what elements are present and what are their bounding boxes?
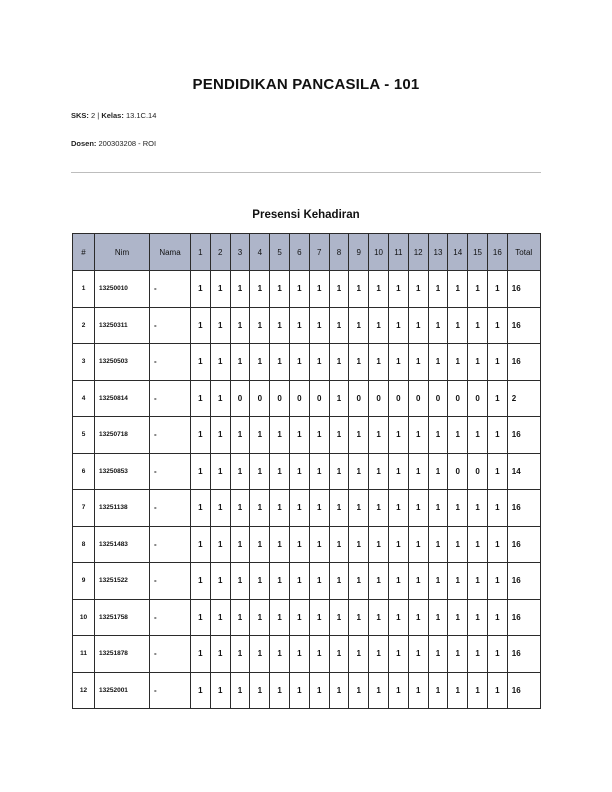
attendance-mark: 1 — [250, 453, 270, 490]
attendance-mark: 1 — [369, 672, 389, 709]
attendance-mark: 1 — [388, 563, 408, 600]
attendance-mark: 1 — [329, 563, 349, 600]
attendance-mark: 1 — [329, 526, 349, 563]
attendance-mark: 1 — [309, 636, 329, 673]
column-header: Nama — [150, 234, 191, 271]
attendance-mark: 1 — [329, 636, 349, 673]
attendance-mark: 1 — [230, 453, 250, 490]
student-name: - — [150, 672, 191, 709]
attendance-mark: 1 — [388, 490, 408, 527]
attendance-mark: 1 — [270, 453, 290, 490]
column-header: 14 — [448, 234, 468, 271]
student-name: - — [150, 380, 191, 417]
attendance-total: 16 — [507, 490, 540, 527]
divider — [71, 172, 541, 173]
attendance-mark: 1 — [230, 636, 250, 673]
attendance-mark: 1 — [270, 563, 290, 600]
attendance-mark: 1 — [329, 271, 349, 308]
attendance-mark: 1 — [270, 672, 290, 709]
attendance-mark: 1 — [428, 453, 448, 490]
dosen-label: Dosen: — [71, 139, 97, 148]
attendance-mark: 1 — [230, 490, 250, 527]
attendance-mark: 1 — [448, 271, 468, 308]
kelas-label: Kelas: — [101, 111, 124, 120]
attendance-mark: 1 — [289, 636, 309, 673]
student-nim: 13250814 — [95, 380, 150, 417]
attendance-mark: 1 — [487, 271, 507, 308]
attendance-mark: 1 — [191, 380, 211, 417]
column-header: 12 — [408, 234, 428, 271]
attendance-mark: 1 — [230, 563, 250, 600]
attendance-mark: 1 — [487, 636, 507, 673]
attendance-mark: 1 — [349, 307, 369, 344]
attendance-mark: 1 — [329, 417, 349, 454]
attendance-mark: 1 — [428, 344, 448, 381]
attendance-mark: 1 — [309, 672, 329, 709]
row-number: 8 — [73, 526, 95, 563]
course-info-line — [71, 111, 156, 120]
attendance-mark: 1 — [210, 526, 230, 563]
column-header: 8 — [329, 234, 349, 271]
row-number: 12 — [73, 672, 95, 709]
attendance-mark: 1 — [230, 526, 250, 563]
attendance-mark: 1 — [388, 526, 408, 563]
table-row — [73, 672, 541, 709]
attendance-mark: 1 — [270, 271, 290, 308]
attendance-mark: 1 — [408, 307, 428, 344]
attendance-mark: 0 — [468, 453, 488, 490]
attendance-mark: 1 — [289, 344, 309, 381]
attendance-mark: 1 — [349, 599, 369, 636]
attendance-mark: 1 — [250, 307, 270, 344]
column-header: 10 — [369, 234, 389, 271]
column-header: 6 — [289, 234, 309, 271]
attendance-mark: 1 — [408, 417, 428, 454]
student-name: - — [150, 599, 191, 636]
attendance-mark: 1 — [250, 526, 270, 563]
attendance-mark: 1 — [468, 526, 488, 563]
row-number: 2 — [73, 307, 95, 344]
attendance-mark: 1 — [270, 307, 290, 344]
row-number: 4 — [73, 380, 95, 417]
attendance-mark: 0 — [289, 380, 309, 417]
column-header: 2 — [210, 234, 230, 271]
attendance-mark: 1 — [250, 563, 270, 600]
attendance-mark: 1 — [210, 271, 230, 308]
attendance-mark: 1 — [428, 307, 448, 344]
attendance-mark: 1 — [487, 417, 507, 454]
attendance-mark: 1 — [369, 599, 389, 636]
attendance-mark: 1 — [408, 344, 428, 381]
attendance-mark: 1 — [289, 271, 309, 308]
attendance-mark: 1 — [230, 307, 250, 344]
attendance-mark: 1 — [487, 563, 507, 600]
dosen-value: 200303208 - ROI — [98, 139, 157, 148]
column-header: 13 — [428, 234, 448, 271]
attendance-mark: 1 — [369, 344, 389, 381]
table-row — [73, 599, 541, 636]
column-header: 11 — [388, 234, 408, 271]
separator: | — [97, 111, 100, 120]
student-nim: 13252001 — [95, 672, 150, 709]
row-number: 7 — [73, 490, 95, 527]
attendance-mark: 1 — [289, 417, 309, 454]
attendance-mark: 1 — [369, 636, 389, 673]
attendance-mark: 1 — [210, 380, 230, 417]
student-nim: 13251138 — [95, 490, 150, 527]
attendance-mark: 1 — [270, 417, 290, 454]
attendance-mark: 1 — [388, 599, 408, 636]
attendance-mark: 1 — [230, 672, 250, 709]
student-nim: 13250853 — [95, 453, 150, 490]
attendance-mark: 1 — [191, 344, 211, 381]
attendance-mark: 1 — [191, 526, 211, 563]
table-header — [73, 234, 541, 271]
attendance-mark: 1 — [210, 453, 230, 490]
attendance-mark: 1 — [230, 344, 250, 381]
attendance-mark: 1 — [210, 307, 230, 344]
attendance-mark: 1 — [270, 490, 290, 527]
table-row — [73, 453, 541, 490]
column-header: # — [73, 234, 95, 271]
student-nim: 13250311 — [95, 307, 150, 344]
student-nim: 13251483 — [95, 526, 150, 563]
table-row — [73, 563, 541, 600]
attendance-mark: 1 — [210, 636, 230, 673]
attendance-mark: 1 — [487, 344, 507, 381]
column-header: 5 — [270, 234, 290, 271]
attendance-mark: 1 — [487, 380, 507, 417]
table-row — [73, 490, 541, 527]
attendance-mark: 1 — [448, 344, 468, 381]
student-name: - — [150, 526, 191, 563]
attendance-mark: 1 — [369, 271, 389, 308]
attendance-mark: 1 — [428, 672, 448, 709]
attendance-mark: 1 — [191, 453, 211, 490]
page-title: PENDIDIKAN PANCASILA - 101 — [192, 76, 420, 93]
attendance-mark: 1 — [428, 490, 448, 527]
attendance-mark: 1 — [487, 307, 507, 344]
attendance-mark: 1 — [468, 271, 488, 308]
attendance-mark: 1 — [428, 526, 448, 563]
attendance-mark: 1 — [309, 490, 329, 527]
attendance-mark: 1 — [329, 672, 349, 709]
attendance-mark: 1 — [487, 526, 507, 563]
attendance-mark: 0 — [388, 380, 408, 417]
attendance-mark: 1 — [349, 344, 369, 381]
student-nim: 13251758 — [95, 599, 150, 636]
attendance-total: 16 — [507, 271, 540, 308]
student-name: - — [150, 417, 191, 454]
attendance-mark: 1 — [468, 417, 488, 454]
attendance-mark: 1 — [428, 563, 448, 600]
student-nim: 13250010 — [95, 271, 150, 308]
attendance-mark: 1 — [191, 636, 211, 673]
attendance-mark: 1 — [468, 563, 488, 600]
student-nim: 13250503 — [95, 344, 150, 381]
attendance-mark: 1 — [487, 490, 507, 527]
column-header: 1 — [191, 234, 211, 271]
attendance-mark: 1 — [388, 271, 408, 308]
attendance-mark: 1 — [487, 672, 507, 709]
attendance-mark: 1 — [428, 599, 448, 636]
attendance-mark: 1 — [250, 672, 270, 709]
attendance-mark: 1 — [250, 490, 270, 527]
row-number: 5 — [73, 417, 95, 454]
row-number: 9 — [73, 563, 95, 600]
student-name: - — [150, 344, 191, 381]
kelas-value: 13.1C.14 — [125, 111, 157, 120]
attendance-mark: 1 — [388, 672, 408, 709]
table-row — [73, 307, 541, 344]
attendance-mark: 1 — [329, 453, 349, 490]
table-row — [73, 417, 541, 454]
attendance-mark: 1 — [210, 672, 230, 709]
student-name: - — [150, 307, 191, 344]
attendance-mark: 1 — [468, 599, 488, 636]
attendance-mark: 1 — [349, 417, 369, 454]
attendance-table — [72, 233, 541, 709]
attendance-mark: 0 — [349, 380, 369, 417]
attendance-mark: 1 — [428, 636, 448, 673]
attendance-total: 16 — [507, 563, 540, 600]
attendance-mark: 1 — [309, 563, 329, 600]
table-body — [73, 271, 541, 709]
attendance-total: 16 — [507, 526, 540, 563]
attendance-total: 14 — [507, 453, 540, 490]
attendance-mark: 1 — [408, 636, 428, 673]
table-title: Presensi Kehadiran — [252, 209, 360, 221]
attendance-mark: 1 — [309, 526, 329, 563]
attendance-mark: 1 — [448, 417, 468, 454]
attendance-mark: 1 — [388, 417, 408, 454]
attendance-mark: 1 — [309, 271, 329, 308]
attendance-mark: 1 — [369, 563, 389, 600]
attendance-mark: 1 — [369, 490, 389, 527]
attendance-mark: 1 — [210, 599, 230, 636]
attendance-mark: 1 — [191, 490, 211, 527]
column-header: 16 — [487, 234, 507, 271]
attendance-mark: 1 — [230, 417, 250, 454]
attendance-mark: 0 — [309, 380, 329, 417]
attendance-mark: 1 — [210, 563, 230, 600]
attendance-mark: 1 — [289, 526, 309, 563]
attendance-mark: 1 — [329, 344, 349, 381]
attendance-mark: 1 — [210, 490, 230, 527]
attendance-mark: 1 — [250, 271, 270, 308]
attendance-mark: 1 — [309, 344, 329, 381]
header-row — [73, 234, 541, 271]
attendance-mark: 1 — [448, 672, 468, 709]
attendance-mark: 1 — [408, 490, 428, 527]
attendance-mark: 1 — [230, 271, 250, 308]
attendance-mark: 1 — [250, 344, 270, 381]
row-number: 1 — [73, 271, 95, 308]
student-name: - — [150, 271, 191, 308]
attendance-mark: 1 — [468, 490, 488, 527]
attendance-mark: 1 — [191, 307, 211, 344]
attendance-mark: 1 — [388, 636, 408, 673]
attendance-mark: 1 — [448, 636, 468, 673]
attendance-mark: 1 — [448, 307, 468, 344]
row-number: 10 — [73, 599, 95, 636]
attendance-mark: 0 — [408, 380, 428, 417]
attendance-mark: 1 — [191, 563, 211, 600]
attendance-mark: 1 — [487, 453, 507, 490]
attendance-mark: 1 — [349, 490, 369, 527]
attendance-mark: 1 — [250, 599, 270, 636]
attendance-mark: 1 — [289, 307, 309, 344]
attendance-mark: 0 — [250, 380, 270, 417]
attendance-mark: 1 — [191, 271, 211, 308]
sks-value: 2 — [91, 111, 96, 120]
attendance-mark: 1 — [250, 636, 270, 673]
attendance-mark: 1 — [230, 599, 250, 636]
attendance-mark: 1 — [289, 672, 309, 709]
attendance-mark: 1 — [349, 271, 369, 308]
student-nim: 13251878 — [95, 636, 150, 673]
attendance-mark: 1 — [408, 563, 428, 600]
attendance-mark: 1 — [270, 344, 290, 381]
column-header: Total — [507, 234, 540, 271]
attendance-mark: 1 — [210, 344, 230, 381]
attendance-mark: 1 — [289, 563, 309, 600]
student-nim: 13251522 — [95, 563, 150, 600]
attendance-mark: 1 — [468, 344, 488, 381]
attendance-mark: 1 — [408, 271, 428, 308]
column-header: 3 — [230, 234, 250, 271]
attendance-mark: 1 — [428, 271, 448, 308]
attendance-mark: 1 — [408, 599, 428, 636]
attendance-mark: 1 — [408, 453, 428, 490]
attendance-mark: 1 — [448, 599, 468, 636]
attendance-mark: 1 — [388, 453, 408, 490]
attendance-mark: 1 — [369, 453, 389, 490]
attendance-mark: 1 — [289, 453, 309, 490]
attendance-total: 16 — [507, 307, 540, 344]
attendance-mark: 1 — [369, 307, 389, 344]
column-header: Nim — [95, 234, 150, 271]
attendance-mark: 0 — [468, 380, 488, 417]
attendance-mark: 0 — [270, 380, 290, 417]
lecturer-info-line — [71, 139, 156, 148]
attendance-mark: 1 — [309, 453, 329, 490]
attendance-mark: 1 — [468, 636, 488, 673]
attendance-mark: 1 — [448, 563, 468, 600]
attendance-mark: 1 — [408, 672, 428, 709]
attendance-mark: 1 — [369, 417, 389, 454]
attendance-mark: 1 — [270, 636, 290, 673]
attendance-mark: 1 — [289, 599, 309, 636]
attendance-mark: 0 — [448, 380, 468, 417]
row-number: 3 — [73, 344, 95, 381]
attendance-mark: 1 — [270, 526, 290, 563]
attendance-mark: 1 — [349, 526, 369, 563]
attendance-mark: 1 — [309, 307, 329, 344]
student-name: - — [150, 453, 191, 490]
row-number: 6 — [73, 453, 95, 490]
attendance-mark: 1 — [191, 417, 211, 454]
attendance-mark: 1 — [388, 307, 408, 344]
attendance-mark: 1 — [448, 526, 468, 563]
attendance-mark: 1 — [448, 490, 468, 527]
attendance-mark: 0 — [369, 380, 389, 417]
row-number: 11 — [73, 636, 95, 673]
column-header: 9 — [349, 234, 369, 271]
attendance-mark: 1 — [349, 672, 369, 709]
attendance-mark: 0 — [448, 453, 468, 490]
attendance-total: 2 — [507, 380, 540, 417]
table-row — [73, 636, 541, 673]
attendance-mark: 1 — [250, 417, 270, 454]
attendance-mark: 1 — [191, 672, 211, 709]
table-row — [73, 380, 541, 417]
table-row — [73, 271, 541, 308]
attendance-mark: 1 — [210, 417, 230, 454]
column-header: 15 — [468, 234, 488, 271]
attendance-mark: 1 — [369, 526, 389, 563]
attendance-mark: 1 — [329, 380, 349, 417]
attendance-total: 16 — [507, 672, 540, 709]
attendance-mark: 1 — [329, 307, 349, 344]
attendance-mark: 0 — [230, 380, 250, 417]
attendance-mark: 1 — [289, 490, 309, 527]
student-name: - — [150, 490, 191, 527]
column-header: 4 — [250, 234, 270, 271]
attendance-mark: 1 — [309, 599, 329, 636]
attendance-mark: 1 — [428, 417, 448, 454]
table-row — [73, 526, 541, 563]
attendance-total: 16 — [507, 599, 540, 636]
sks-label: SKS: — [71, 111, 89, 120]
attendance-mark: 1 — [487, 599, 507, 636]
attendance-total: 16 — [507, 344, 540, 381]
attendance-total: 16 — [507, 636, 540, 673]
table-row — [73, 344, 541, 381]
attendance-mark: 1 — [349, 563, 369, 600]
attendance-total: 16 — [507, 417, 540, 454]
attendance-mark: 1 — [329, 490, 349, 527]
attendance-mark: 1 — [270, 599, 290, 636]
attendance-mark: 1 — [309, 417, 329, 454]
column-header: 7 — [309, 234, 329, 271]
attendance-mark: 1 — [349, 636, 369, 673]
student-nim: 13250718 — [95, 417, 150, 454]
student-name: - — [150, 636, 191, 673]
student-name: - — [150, 563, 191, 600]
attendance-mark: 1 — [349, 453, 369, 490]
attendance-mark: 0 — [428, 380, 448, 417]
attendance-mark: 1 — [468, 307, 488, 344]
attendance-mark: 1 — [468, 672, 488, 709]
attendance-mark: 1 — [388, 344, 408, 381]
attendance-mark: 1 — [329, 599, 349, 636]
attendance-mark: 1 — [191, 599, 211, 636]
attendance-mark: 1 — [408, 526, 428, 563]
